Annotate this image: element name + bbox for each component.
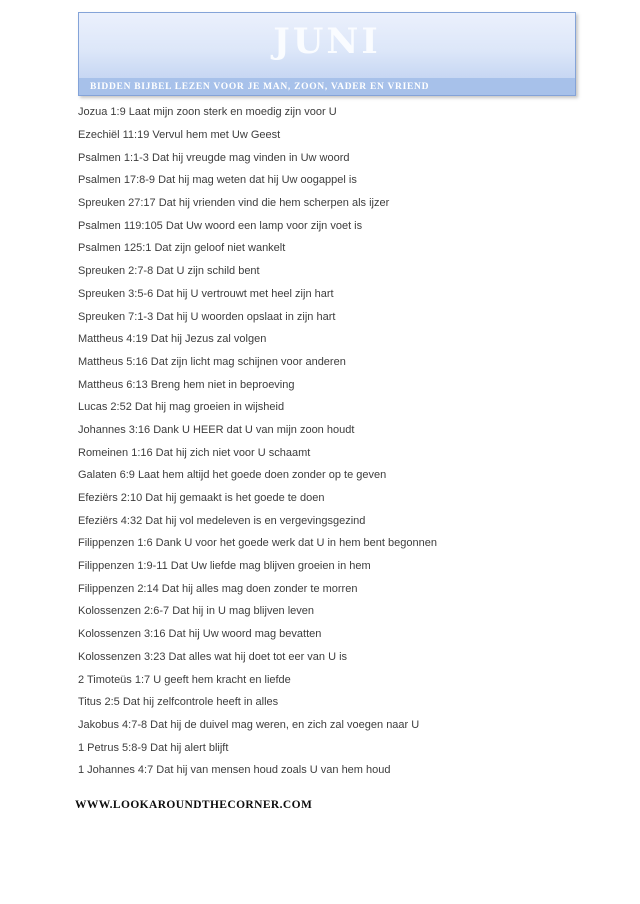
verse-text: Dat hij U woorden opslaat in zijn hart	[156, 310, 336, 323]
verse-text: Dat hij de duivel mag weren, en zich zal voegen naar U	[150, 718, 420, 731]
verse-text: Dat hij zich niet voor U schaamt	[155, 446, 311, 459]
list-item	[78, 759, 608, 782]
verse-text: Dank U HEER dat U van mijn zoon houdt	[153, 423, 355, 436]
list-item	[78, 600, 608, 623]
verse-reference: Efeziërs 4:32	[78, 514, 143, 527]
list-item	[78, 305, 608, 328]
verse-reference: Psalmen 1:1-3	[78, 151, 149, 164]
verse-reference: Psalmen 125:1	[78, 242, 152, 255]
verse-text: Dat hij in U mag blijven leven	[172, 605, 315, 618]
header-subtitle-band	[79, 78, 575, 95]
list-item	[78, 555, 608, 578]
list-item	[78, 487, 608, 510]
verse-reference: Johannes 3:16	[78, 423, 151, 436]
verse-text: Dat hij van mensen houd zoals U van hem houd	[156, 764, 391, 777]
list-item	[78, 146, 608, 169]
verse-reference: Titus 2:5	[78, 696, 120, 709]
verse-reference: 1 Petrus 5:8-9	[78, 741, 148, 754]
verse-reference: 2 Timoteüs 1:7	[78, 673, 151, 686]
verse-text: Dank U voor het goede werk dat U in hem bent begonnen	[155, 537, 437, 550]
verse-text: Dat hij vreugde mag vinden in Uw woord	[152, 151, 350, 164]
verse-text: Dat zijn licht mag schijnen voor anderen	[150, 355, 346, 368]
website-url: WWW.LOOKAROUNDTHECORNER.COM	[75, 799, 313, 811]
verse-text: Dat hij alles mag doen zonder te morren	[161, 582, 358, 595]
verse-reference: Kolossenzen 2:6-7	[78, 605, 170, 618]
verse-reference: Mattheus 4:19	[78, 333, 148, 346]
list-item	[78, 532, 608, 555]
verse-reference: Jakobus 4:7-8	[78, 718, 148, 731]
verse-reference: Lucas 2:52	[78, 401, 132, 414]
list-item	[78, 373, 608, 396]
verse-reference: Psalmen 119:105	[78, 219, 163, 232]
verse-text: Dat zijn geloof niet wankelt	[154, 242, 286, 255]
month-title: JUNI	[273, 21, 381, 62]
list-item	[78, 668, 608, 691]
list-item	[78, 577, 608, 600]
verse-text: Laat mijn zoon sterk en moedig zijn voor U	[128, 106, 337, 119]
list-item	[78, 623, 608, 646]
verse-reference: Spreuken 2:7-8	[78, 265, 154, 278]
verse-text: Dat hij Jezus zal volgen	[150, 333, 267, 346]
verse-text: Dat Uw liefde mag blijven groeien in hem	[170, 560, 371, 573]
list-item	[78, 283, 608, 306]
verse-reference: Kolossenzen 3:23	[78, 650, 166, 663]
verse-text: Dat hij vol medeleven is en vergevingsgezind	[145, 514, 366, 527]
list-item	[78, 101, 608, 124]
verse-text: Vervul hem met Uw Geest	[152, 129, 281, 142]
verse-text: Breng hem niet in beproeving	[150, 378, 295, 391]
header-subtitle: BIDDEN BIJBEL LEZEN VOOR JE MAN, ZOON, VADER EN VRIEND	[90, 81, 430, 92]
verse-text: Dat hij zelfcontrole heeft in alles	[122, 696, 279, 709]
verse-list	[78, 101, 608, 782]
verse-reference: Spreuken 3:5-6	[78, 287, 154, 300]
verse-reference: Filippenzen 1:6	[78, 537, 153, 550]
verse-reference: Mattheus 5:16	[78, 355, 148, 368]
list-item	[78, 124, 608, 147]
list-item	[78, 260, 608, 283]
verse-reference: Spreuken 27:17	[78, 197, 156, 210]
verse-text: Dat hij U vertrouwt met heel zijn hart	[156, 287, 334, 300]
verse-text: U geeft hem kracht en liefde	[153, 673, 291, 686]
verse-reference: Psalmen 17:8-9	[78, 174, 156, 187]
list-item	[78, 169, 608, 192]
month-header-banner	[78, 12, 576, 96]
list-item	[78, 237, 608, 260]
verse-reference: Kolossenzen 3:16	[78, 628, 166, 641]
list-item	[78, 214, 608, 237]
list-item	[78, 419, 608, 442]
list-item	[78, 509, 608, 532]
list-item	[78, 351, 608, 374]
verse-text: Dat hij alert blijft	[150, 741, 229, 754]
list-item	[78, 441, 608, 464]
verse-text: Dat hij vrienden vind die hem scherpen als ijzer	[158, 197, 390, 210]
verse-text: Dat U zijn schild bent	[156, 265, 260, 278]
verse-reference: Spreuken 7:1-3	[78, 310, 154, 323]
verse-reference: Efeziërs 2:10	[78, 492, 143, 505]
verse-reference: 1 Johannes 4:7	[78, 764, 154, 777]
verse-text: Dat alles wat hij doet tot eer van U is	[168, 650, 348, 663]
list-item	[78, 464, 608, 487]
list-item	[78, 192, 608, 215]
verse-text: Dat hij mag groeien in wijsheid	[134, 401, 285, 414]
verse-text: Dat hij Uw woord mag bevatten	[168, 628, 322, 641]
list-item	[78, 736, 608, 759]
list-item	[78, 691, 608, 714]
list-item	[78, 646, 608, 669]
verse-text: Dat hij mag weten dat hij Uw oogappel is	[158, 174, 357, 187]
verse-reference: Filippenzen 1:9-11	[78, 560, 168, 573]
verse-text: Dat hij gemaakt is het goede te doen	[145, 492, 325, 505]
verse-text: Laat hem altijd het goede doen zonder op te geven	[137, 469, 387, 482]
verse-reference: Galaten 6:9	[78, 469, 135, 482]
verse-reference: Jozua 1:9	[78, 106, 126, 119]
verse-reference: Mattheus 6:13	[78, 378, 148, 391]
verse-reference: Filippenzen 2:14	[78, 582, 159, 595]
verse-reference: Romeinen 1:16	[78, 446, 153, 459]
verse-text: Dat Uw woord een lamp voor zijn voet is	[165, 219, 363, 232]
list-item	[78, 714, 608, 737]
list-item	[78, 396, 608, 419]
list-item	[78, 328, 608, 351]
verse-reference: Ezechiël 11:19	[78, 129, 150, 142]
